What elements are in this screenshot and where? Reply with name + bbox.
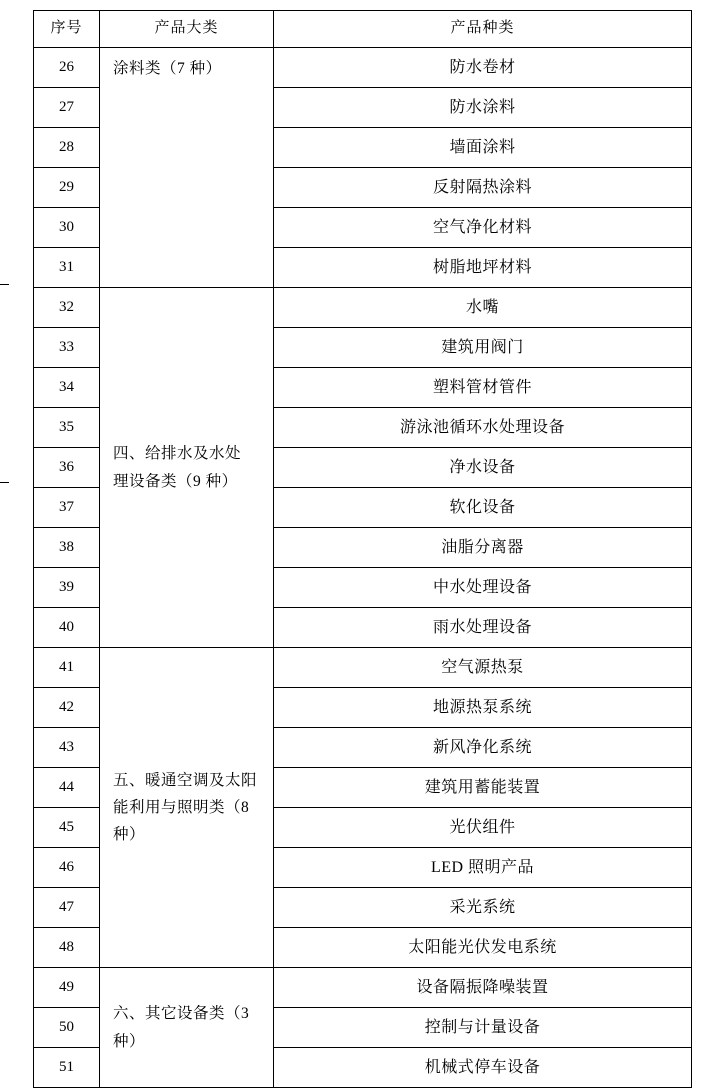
cell-kind: LED 照明产品 [274, 848, 692, 888]
column-header-category: 产品大类 [100, 11, 274, 48]
cell-kind: 油脂分离器 [274, 528, 692, 568]
cell-category: 涂料类（7 种） [100, 48, 274, 288]
cell-kind: 建筑用蓄能装置 [274, 768, 692, 808]
cell-seq: 45 [34, 808, 100, 848]
product-category-table [33, 10, 692, 1088]
cell-kind: 光伏组件 [274, 808, 692, 848]
cell-kind: 防水涂料 [274, 88, 692, 128]
cell-kind: 净水设备 [274, 448, 692, 488]
cell-kind: 新风净化系统 [274, 728, 692, 768]
table-row [34, 288, 692, 328]
cell-kind: 空气净化材料 [274, 208, 692, 248]
cell-seq: 37 [34, 488, 100, 528]
cell-seq: 41 [34, 648, 100, 688]
cell-seq: 46 [34, 848, 100, 888]
table-header-row [34, 11, 692, 48]
page-edge-mark-bottom [0, 482, 9, 483]
category-line-2: 种） [113, 1032, 146, 1050]
cell-seq: 32 [34, 288, 100, 328]
table-body [34, 48, 692, 1088]
cell-seq: 39 [34, 568, 100, 608]
category-line-3: 种） [113, 826, 146, 844]
cell-kind: 太阳能光伏发电系统 [274, 928, 692, 968]
cell-seq: 33 [34, 328, 100, 368]
cell-category [100, 968, 274, 1088]
cell-seq: 40 [34, 608, 100, 648]
cell-kind: 设备隔振降噪装置 [274, 968, 692, 1008]
cell-seq: 34 [34, 368, 100, 408]
category-line-1: 五、暖通空调及太阳 [113, 771, 258, 789]
cell-kind: 软化设备 [274, 488, 692, 528]
cell-seq: 47 [34, 888, 100, 928]
cell-category [100, 648, 274, 968]
cell-seq: 44 [34, 768, 100, 808]
page-edge-mark-top [0, 284, 9, 285]
cell-kind: 雨水处理设备 [274, 608, 692, 648]
cell-kind: 树脂地坪材料 [274, 248, 692, 288]
column-header-seq: 序号 [34, 11, 100, 48]
column-header-kind: 产品种类 [274, 11, 692, 48]
category-line-1: 六、其它设备类（3 [113, 1005, 250, 1023]
cell-seq: 51 [34, 1048, 100, 1088]
cell-seq: 49 [34, 968, 100, 1008]
cell-seq: 48 [34, 928, 100, 968]
cell-seq: 28 [34, 128, 100, 168]
cell-seq: 26 [34, 48, 100, 88]
category-line-2: 理设备类（9 种） [113, 472, 238, 490]
cell-kind: 控制与计量设备 [274, 1008, 692, 1048]
cell-kind: 建筑用阀门 [274, 328, 692, 368]
table-row [34, 48, 692, 88]
cell-seq: 38 [34, 528, 100, 568]
cell-kind: 防水卷材 [274, 48, 692, 88]
cell-seq: 29 [34, 168, 100, 208]
table-row [34, 968, 692, 1008]
table-header [34, 11, 692, 48]
cell-seq: 30 [34, 208, 100, 248]
cell-seq: 31 [34, 248, 100, 288]
cell-category [100, 288, 274, 648]
cell-kind: 中水处理设备 [274, 568, 692, 608]
cell-seq: 36 [34, 448, 100, 488]
cell-kind: 塑料管材管件 [274, 368, 692, 408]
cell-seq: 35 [34, 408, 100, 448]
category-line-1: 四、给排水及水处 [113, 445, 242, 463]
cell-kind: 机械式停车设备 [274, 1048, 692, 1088]
cell-seq: 27 [34, 88, 100, 128]
cell-seq: 50 [34, 1008, 100, 1048]
category-line-2: 能利用与照明类（8 [113, 798, 250, 816]
cell-seq: 42 [34, 688, 100, 728]
cell-kind: 地源热泵系统 [274, 688, 692, 728]
cell-kind: 采光系统 [274, 888, 692, 928]
cell-seq: 43 [34, 728, 100, 768]
cell-kind: 空气源热泵 [274, 648, 692, 688]
cell-kind: 墙面涂料 [274, 128, 692, 168]
cell-kind: 游泳池循环水处理设备 [274, 408, 692, 448]
cell-kind: 水嘴 [274, 288, 692, 328]
cell-kind: 反射隔热涂料 [274, 168, 692, 208]
table-row [34, 648, 692, 688]
